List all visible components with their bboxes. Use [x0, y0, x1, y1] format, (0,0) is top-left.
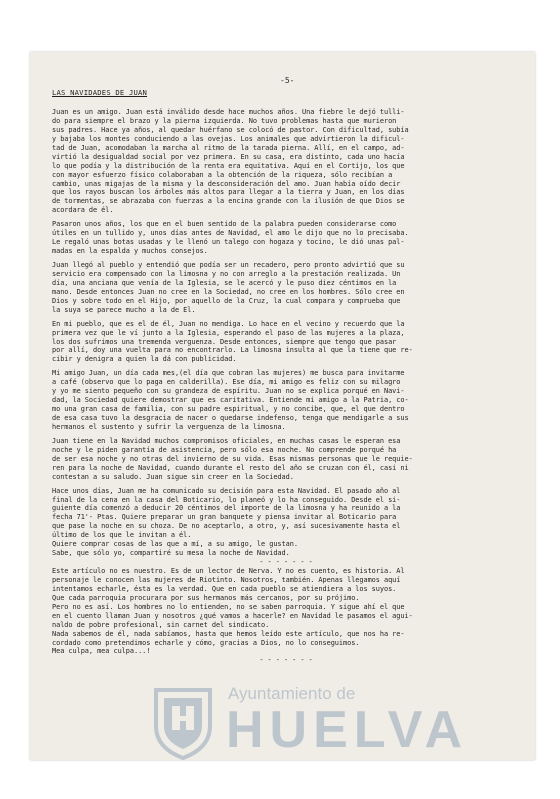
text-line: por allí, doy una vuelta para no encontrarlo. La limosna insulta al que la tiene que re- [52, 346, 413, 355]
text-line: Mi amigo Juan, un día cada mes,(el día que cobran las mujeres) me busca para invitarme [52, 369, 405, 378]
text-line: En mi pueblo, que es el de él, Juan no mendiga. Lo hace en el vecino y recuerdo que la [52, 319, 405, 328]
text-line: mo una gran casa de familia, con su padre espiritual, y no concibe, que, el que dentro [52, 405, 405, 414]
text-line: lo que podía y la distribución de la renta era equitativa. Aquí en el Cortijo, los que [52, 161, 405, 170]
text-line: madas en la espalda y muchos consejos. [52, 247, 208, 256]
text-line: final de la cena en la casa del Boticario, lo planeó y lo ha conseguido. Desde el si- [52, 495, 401, 504]
text-line: la suya se parece mucho a la de Él. [52, 305, 196, 314]
text-line: Juan es un amigo. Juan está inválido desde hace muchos años. Una fiebre le dejó tulli- [52, 108, 405, 116]
article-title: LAS NAVIDADES DE JUAN [52, 88, 148, 97]
text-line: mano. Desde entonces Juan no cree en la Sociedad, no cree en los hombres. Sólo cree en [52, 287, 405, 296]
text-line: Pasaron unos años, los que en el buen sentido de la palabra pueden considerarse como [52, 220, 397, 229]
document-page [30, 52, 535, 760]
text-line: Juan llegó al pueblo y entendió que podía ser un recadero, pero pronto advirtió que su [52, 261, 405, 269]
separator-line: - - - - - - - [259, 558, 313, 567]
text-line: y bajaba los montes conduciendo a las ovejas. Los animales que advirtieron la dificul- [52, 134, 405, 143]
paragraph [52, 437, 520, 482]
text-line: Dios y sobre todo en el Hijo, por aquello de la Cruz, la cual compara y comprueba que [52, 296, 401, 305]
text-line: primera vez que le ví junto a la Iglesia, esperando el paso de las mujeres a la plaza, [52, 328, 405, 337]
text-line: Quiere comprar cosas de las que a mí, a su amigo, le gustan. [52, 540, 298, 549]
text-line: cordado como pretendimos echarle y cómo, gracias a Dios, no lo conseguimos. [52, 638, 360, 647]
paragraph [52, 369, 520, 432]
text-line: ren para la noche de Navidad, cuando durante el resto del año se cruzan con él, casi ni [52, 463, 409, 472]
text-line: día, una anciana que venía de la Iglesia, se le acercó y le puso diez céntimos en la [52, 278, 397, 287]
paragraph [52, 261, 520, 315]
closing-separator-line: - - - - - - - [259, 656, 313, 665]
text-line: do para siempre el brazo y la pierna izquierda. No tuvo problemas hasta que murieron [52, 116, 397, 125]
text-line: cibir y denigra a quien la dá con publicidad. [52, 355, 237, 364]
text-line: y yo me siento pequeño con su grandeza de espíritu. Juan no se explica porqué en Navi- [52, 387, 405, 396]
text-line: intentamos echarle, ésta es la verdad. Que en cada pueblo se atiendiera a los suyos. [52, 584, 397, 593]
text-line: los dos sufrimos una tremenda verguenza. Desde entonces, siempre que tengo que pasar [52, 337, 397, 346]
text-line: personaje le conocen las mujeres de Riotinto. Nosotros, también. Apenas llegamos aquí [52, 575, 401, 584]
text-line: a café (observo que lo paga en calderilla). Ese día, mi amigo es feliz con su milagro [52, 378, 401, 387]
text-line: naldo de pobre profesional, sin carnet del sindicato. [52, 620, 270, 629]
text-line: en el cuento llaman Juan y nosotros ¿qué vamos a hacerle? en Navidad le pasamos el agui- [52, 611, 413, 620]
text-line: Mea culpa, mea culpa...! [52, 647, 151, 656]
text-line: fecha 71'- Ptas. Quiere preparar un gran banquete y piensa invitar al Boticario para [52, 513, 397, 522]
city-seal-icon [150, 686, 216, 760]
paragraph [52, 567, 520, 656]
text-line: cambio, unas migajas de la misma y la desconsideración del amo. Juan había oído decir [52, 179, 401, 188]
watermark-line1: Ayuntamiento de [228, 684, 356, 703]
text-line: de ser esa noche y no otras del invierno de su vida. Esas mismas personas que le requie- [52, 454, 413, 463]
paragraph [52, 220, 520, 256]
text-line: que pase la noche en su choza. De no aceptarlo, a otro, y, así sucesivamente hasta el [52, 522, 401, 531]
text-line: Juan tiene en la Navidad muchos compromisos oficiales, en muchas casas le esperan esa [52, 436, 401, 445]
text-line: noche y le piden garantía de asistencia, pero sólo esa noche. No comprende porqué ha [52, 445, 397, 454]
page-number: -5- [280, 76, 295, 85]
text-line: con mayor esfuerzo físico colaboraban a la obtención de la riqueza, sólo recibían a [52, 170, 393, 179]
text-line: guiente día comenzó a deducir 20 céntimos del importe de la limosna y ha reunido a la [52, 504, 401, 513]
watermark [150, 680, 510, 760]
text-line: hermanos el sustento y sufrir la verguenza de la limosna. [52, 422, 286, 431]
text-line: Pero no es así. Los hombres no lo entienden, no se saben parroquia. Y sigue ahí el que [52, 602, 405, 611]
text-line: que los rayos buscan los árboles más altos para llegar a la tierra y Juan, en los días [52, 188, 405, 197]
text-line: de esa casa tuvo la desgracia de nacer o quedarse indefenso, tenga que mendigarle a sus [52, 414, 409, 422]
text-line: Le regaló unas botas usadas y le llenó un talego con hogaza y tocino, le dió unas pal- [52, 238, 405, 247]
text-line: virtió la desigualdad social por vez primera. En su casa, era distinto, cada uno hacía [52, 152, 405, 161]
text-line: dad, la Sociedad quiere demostrar que es caritativa. Entiende mi amigo a la Patria, co- [52, 396, 409, 405]
text-line: Sabe, que sólo yo, compartiré su mesa la noche de Navidad. [52, 549, 290, 558]
text-line: de tormentas, se abrazaba con fuerzas a la encina grande con la ilusión de que Dios se [52, 197, 405, 206]
text-line: útiles en un tullido y, unos días antes de Navidad, el amo le dijo que no lo precisaba. [52, 229, 409, 238]
paragraph [52, 108, 520, 215]
text-line: tad de Juan, acomodaban la marcha al ritmo de la tarada pierna. Allí, en el campo, ad- [52, 143, 405, 152]
text-line: sus padres. Hace ya años, al quedar huérfano se colocó de pastor. Con dificultad, subía [52, 125, 409, 134]
paragraph [52, 320, 520, 365]
text-line: último de los que le invitan a él. [52, 531, 192, 540]
text-line: acordara de él. [52, 206, 114, 215]
paragraph [52, 487, 520, 559]
text-line: Que cada parroquia procurara por sus hermanos más cercanos, por su prójimo. [52, 593, 360, 602]
text-line: Nada sabemos de él, nada sabíamos, hasta que hemos leído este artículo, que nos ha re- [52, 629, 405, 638]
watermark-line2: HUELVA [226, 701, 469, 759]
text-line: contestan a su saludo. Juan sigue sin creer en la Sociedad. [52, 472, 294, 481]
article-body [52, 108, 520, 665]
text-line: Este artículo no es nuestro. Es de un lector de Nerva. Y no es cuento, es historia. Al [52, 567, 405, 575]
text-line: Hace unos días, Juan me ha comunicado su decisión para esta Navidad. El pasado año al [52, 486, 401, 495]
text-line: servicio era compensado con la limosna y no con arreglo a la prestación realizada. Un [52, 269, 401, 278]
